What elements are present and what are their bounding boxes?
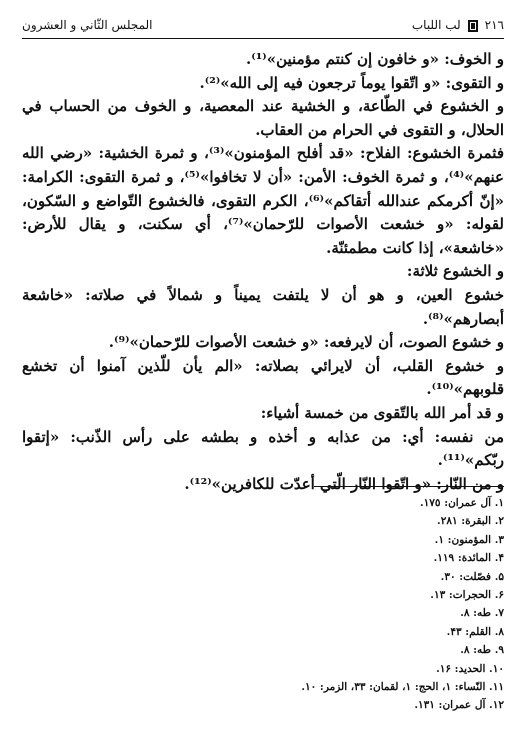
footnote-item: ٩. طه: ٨.: [460, 644, 504, 657]
paragraph: و الخوف: «و خافون إن كنتم مؤمنين»⁽¹⁾.: [245, 50, 504, 68]
paragraph: فثمرة الخشوع: الفلاح: «قد أفلح المؤمنون»⁽³⁾، و ثمرة الخشية: «رضي الله عنهم»⁽⁴⁾، و ثمرة الخوف: الأمن: «أن لا تخافوا»⁽⁵⁾، و ثمرة التقوى: الكرامة: «إنّ أكرمكم عندالله أتقاكم»⁽⁶⁾، الكرم التقوى، فالخشوع التّواضع و السّكون، لقوله: «و خشعت الأصوات للرّحمان»⁽⁷⁾، أي سكنت، و يقال للأرض: «خاشعة»، إذا كانت مطمئنّة.: [22, 144, 505, 257]
footnote-item: ١١. النّساء: ١، الحج: ١، لقمان: ٣٣، الزمر: ١٠.: [301, 681, 504, 694]
main-text: [22, 48, 504, 496]
paragraph: و التقوى: «و اتّقوا يوماً ترجعون فيه إلى الله»⁽²⁾.: [199, 73, 504, 92]
footnote-item: ۵. فصّلت: ٣٠.: [440, 570, 504, 583]
header-right: [412, 14, 504, 36]
footnote-item: ٣. المؤمنون: ١.: [434, 533, 504, 546]
footnote-item: ۴. المائدة: ١١٩.: [433, 552, 504, 565]
paragraph: خشوع العين، و هو أن لا يلتفت يميناً و شمالاً في صلاته: «خاشعة أبصارهم»⁽⁸⁾.: [22, 285, 504, 328]
footnotes: [22, 494, 504, 715]
footnote-item: ٢. البقرة: ٢٨١.: [437, 515, 504, 528]
book-icon: [467, 18, 479, 32]
section-title: المجلس الثّاني و العشرون: [22, 18, 153, 32]
paragraph: و الخشوع في الطّاعة، و الخشية عند المعصية، و الخوف من الحساب في الحلال، و التقوى في الحرام من العقاب.: [22, 97, 504, 139]
paragraph: و الخشوع ثلاثة:: [406, 262, 504, 281]
footnote-item: ٨. القلم: ۴٣.: [446, 625, 504, 638]
paragraph: من نفسه: أي: من عذابه و أخذه و بطشه على رأس الذّنب: «إتقوا ربّكم»⁽¹¹⁾.: [22, 427, 504, 470]
footnote-item: ١. آل عمران: ١٧٥.: [419, 497, 504, 509]
footnote-item: ١٢. آل عمران: ١٣١.: [414, 699, 504, 712]
footnote-divider: [314, 486, 504, 487]
paragraph: و خشوع القلب، أن لايرائي بصلاته: «الم يأن للّذين آمنوا أن تخشع قلوبهم»⁽¹⁰⁾.: [22, 356, 504, 399]
paragraph: و خشوع الصوت، أن لايرفعه: «و خشعت الأصوات للرّحمان»⁽⁹⁾.: [108, 333, 504, 352]
page-number: ٢١٦: [484, 18, 504, 32]
paragraph: و قد أمر الله بالتّقوى من خمسة أشياء:: [260, 403, 504, 422]
page-header: [22, 14, 504, 39]
book-page: [22, 14, 504, 729]
footnote-item: ١٠. الحديد: ١۶.: [436, 662, 504, 675]
paragraph: و من النّار: «و اتّقوا النّار الّتي أعدّت للكافرين»⁽¹²⁾.: [184, 474, 504, 493]
footnote-item: ٧. طه: ٨.: [460, 607, 504, 620]
book-title: لب اللباب: [411, 18, 461, 32]
footnote-item: ۶. الحجرات: ١٣.: [430, 589, 504, 602]
